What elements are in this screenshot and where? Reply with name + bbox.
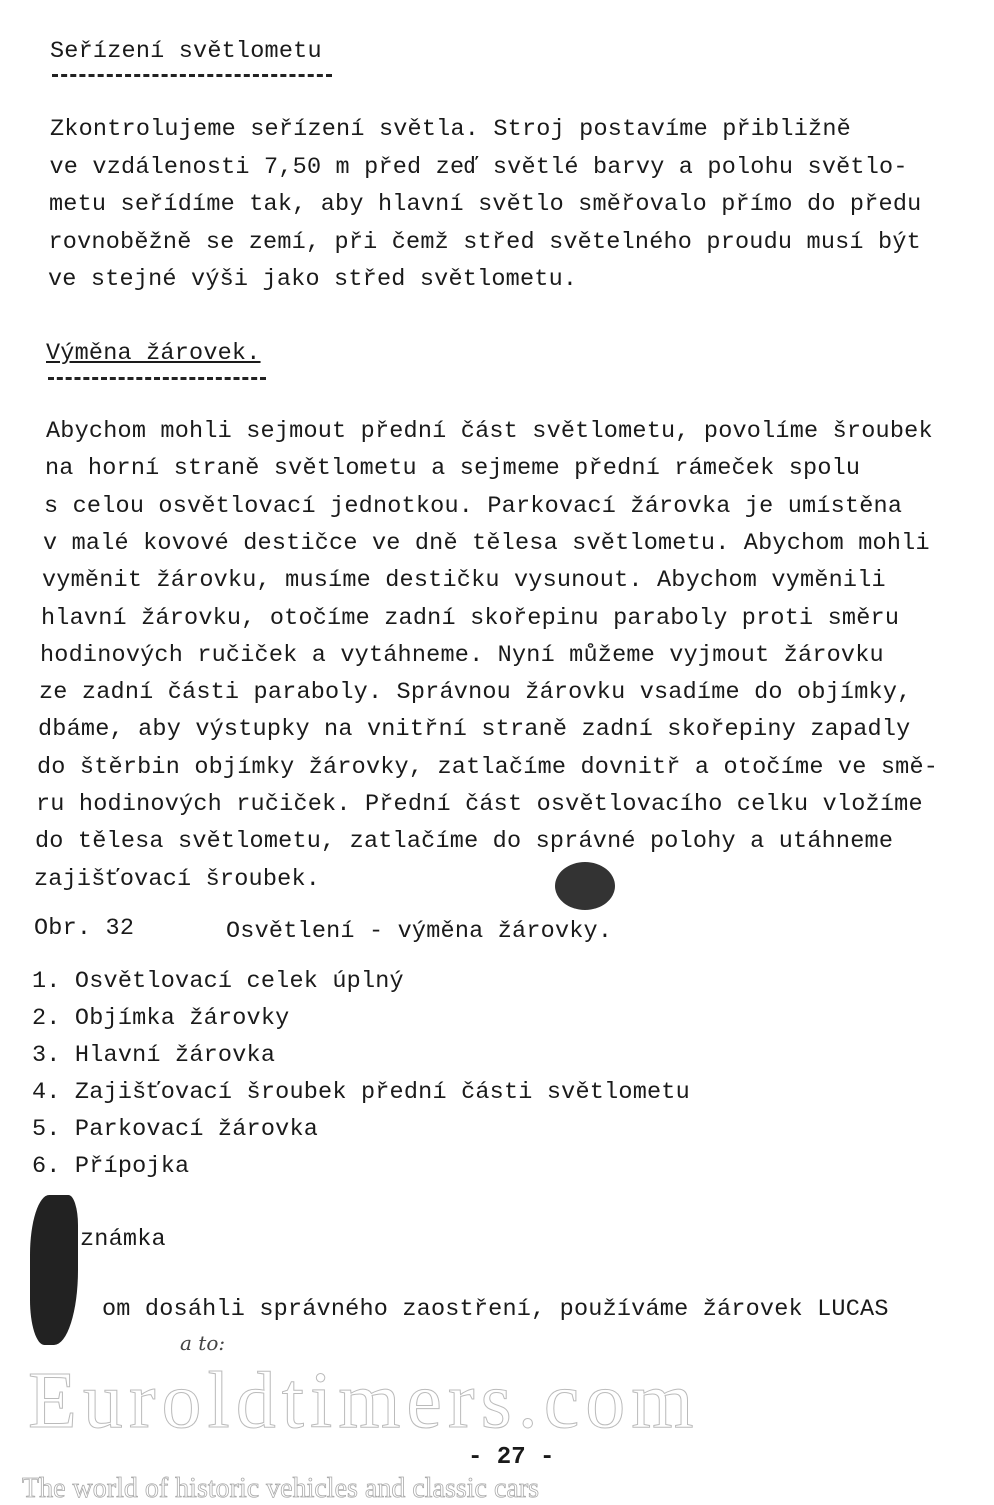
paragraph-line: s celou osvětlovací jednotkou. Parkovací žárovka je umístěna: [44, 492, 903, 520]
paragraph-line: ru hodinových ručiček. Přední část osvětlovacího celku vložíme: [36, 791, 923, 818]
legend-item: 4. Zajišťovací šroubek přední části světlometu: [32, 1079, 690, 1106]
legend-item: 5. Parkovací žárovka: [32, 1116, 319, 1143]
paragraph-line: Zkontrolujeme seřízení světla. Stroj postavíme přibližně: [50, 116, 851, 143]
paragraph-line: metu seřídíme tak, aby hlavní světlo směřovalo přímo do předu: [49, 191, 922, 218]
legend-item: 6. Přípojka: [32, 1153, 190, 1180]
paragraph-line: na horní straně světlometu a sejmeme přední rámeček spolu: [45, 455, 861, 483]
paragraph-line: vyměnit žárovku, musíme destičku vysunout. Abychom vyměnili: [42, 567, 886, 595]
figure-label: Obr. 32: [34, 915, 135, 942]
legend-item: 3. Hlavní žárovka: [32, 1042, 276, 1069]
paragraph-line: ve stejné výši jako střed světlometu.: [48, 266, 578, 293]
legend-item: 2. Objímka žárovky: [32, 1005, 290, 1032]
paragraph-line: do tělesa světlometu, zatlačíme do správné polohy a utáhneme: [35, 828, 894, 856]
section-1-heading: Seřízení světlometu: [50, 38, 322, 65]
page-number: - 27 -: [468, 1444, 555, 1471]
legend-item: 1. Osvětlovací celek úplný: [32, 968, 404, 995]
section-2-heading: Výměna žárovek.: [46, 340, 261, 367]
paragraph-line: Abychom mohli sejmout přední část světlometu, povolíme šroubek: [46, 418, 933, 445]
paragraph-line: rovnoběžně se zemí, při čemž střed světelného proudu musí být: [48, 228, 921, 256]
paragraph-line: ve vzdálenosti 7,50 m před zeď světlé barvy a polohu světlo-: [49, 153, 908, 181]
ink-stain: [30, 1195, 78, 1345]
paragraph-line: v malé kovové destičce ve dně tělesa světlometu. Abychom mohli: [43, 529, 930, 557]
watermark-tagline: The world of historic vehicles and classic cars: [22, 1473, 540, 1504]
watermark-logo: Euroldtimers.com: [28, 1357, 700, 1445]
paragraph-line: ze zadní části paraboly. Správnou žárovku vsadíme do objímky,: [39, 679, 912, 707]
figure-caption: Osvětlení - výměna žárovky.: [226, 918, 613, 945]
paragraph-line: dbáme, aby výstupky na vnitřní straně zadní skořepiny zapadly: [38, 716, 911, 744]
heading-underline: [52, 74, 332, 80]
paragraph-line: hlavní žárovku, otočíme zadní skořepinu paraboly proti směru: [41, 604, 900, 632]
paragraph-line: do štěrbin objímky žárovky, zatlačíme dovnitř a otočíme ve smě-: [37, 753, 939, 781]
ink-stain: [555, 862, 615, 910]
handwritten-annotation: a to:: [180, 1331, 226, 1355]
heading-underline: [48, 377, 266, 383]
paragraph-line: hodinových ručiček a vytáhneme. Nyní můžeme vyjmout žárovku: [40, 641, 884, 669]
note-text: om dosáhli správného zaostření, používáme žárovek LUCAS: [102, 1296, 889, 1323]
paragraph-line: zajišťovací šroubek.: [34, 865, 321, 893]
note-heading: známka: [80, 1226, 166, 1253]
